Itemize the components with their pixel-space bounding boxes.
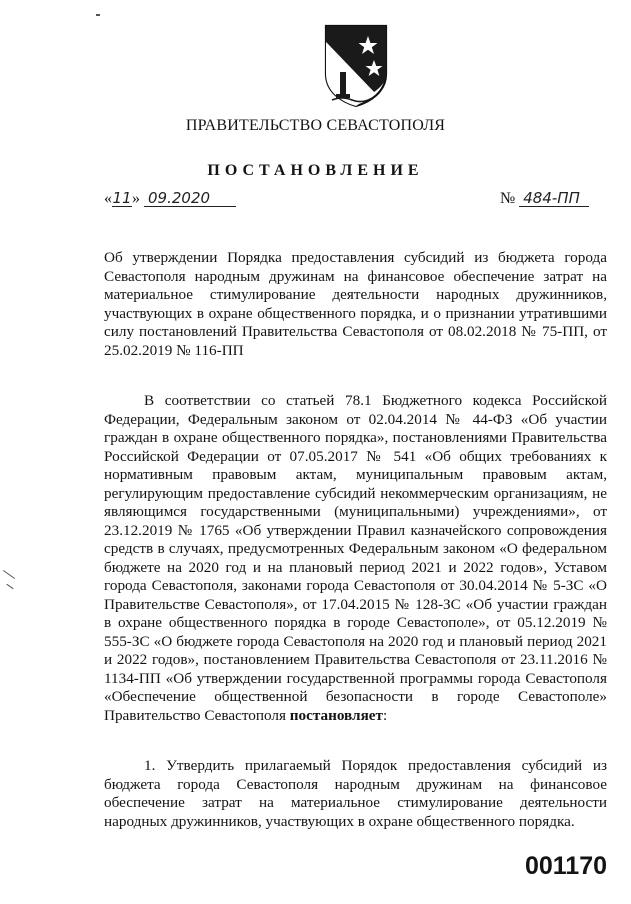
date-open-quote: « <box>104 190 112 207</box>
item-1-text: 1. Утвердить прилагаемый Порядок предоставления субсидий из бюджета города Севастополя народным дружинам на финансовое обеспечение затрат на материальное стимулирование деятельности народных дружинников, участвующих в охране общественного порядка. <box>104 757 607 830</box>
resolution-verb: постановляет <box>289 706 383 724</box>
preamble-colon: : <box>382 706 388 724</box>
date-close-quote: » <box>132 190 140 207</box>
document-date <box>104 190 236 208</box>
sevastopol-coat-of-arms-icon <box>322 22 390 108</box>
serial-number: 001170 <box>524 852 607 880</box>
scan-speck <box>6 584 13 589</box>
scan-speck <box>3 570 15 579</box>
date-month-year: 09.2020 <box>144 190 236 207</box>
document-subject: Об утверждении Порядка предоставления субсидий из бюджета города Севастополя народным дружинам на финансовое обеспечение затрат на материальное стимулирование деятельности народных дружинников, участвующих в охране общественного порядка, и о признании утратившими силу постановлений Правительства Севастополя от 08.02.2018 № 75-ПП, от 25.02.2019 № 116-ПП <box>104 249 607 359</box>
number-value: 484-ПП <box>519 190 589 207</box>
government-title: ПРАВИТЕЛЬСТВО СЕВАСТОПОЛЯ <box>185 117 446 134</box>
resolution-item-1 <box>104 757 607 831</box>
scan-speck <box>96 14 100 16</box>
date-day: 11 <box>112 189 132 207</box>
document-type-heading: ПОСТАНОВЛЕНИЕ <box>207 162 424 179</box>
preamble-text: В соответствии со статьей 78.1 Бюджетного кодекса Российской Федерации, Федеральным законом от 02.04.2014 № 44-ФЗ «Об участии граждан в охране общественного порядка», постановлениями Правительства Российской Федерации от 07.05.2017 № 541 «Об общих требованиях к нормативным правовым актам, муниципальным правовым актам, регулирующим предоставление субсидий некоммерческим организациям, не являющимся государственными (муниципальными) учреждениями», от 23.12.2019 № 1765 «Об утверждении Правил казначейского сопровождения средств в случаях, предусмотренных Федеральным законом «О федеральном бюджете на 2020 год и на плановый период 2021 и 2022 годов», Уставом города Севастополя, законами города Севастополя от 30.04.2014 № 5-ЗС «О Правительстве Севастополя», от 17.04.2015 № 128-ЗС «Об участии граждан в охране общественного порядка в городе Севастополе», от 05.12.2019 № 555-ЗС «О бюджете города Севастополя на 2020 год и плановый период 2021 и 2022 годов», постановлением Правительства Севастополя от 23.11.2016 № 1134-ПП «Об утверждении государственной программы города Севастополя «Обеспечение общественной безопасности в городе Севастополе» Правительство Севастополя <box>104 392 607 724</box>
preamble-paragraph <box>104 392 607 725</box>
number-sign: № <box>500 190 516 207</box>
document-number <box>500 190 589 208</box>
